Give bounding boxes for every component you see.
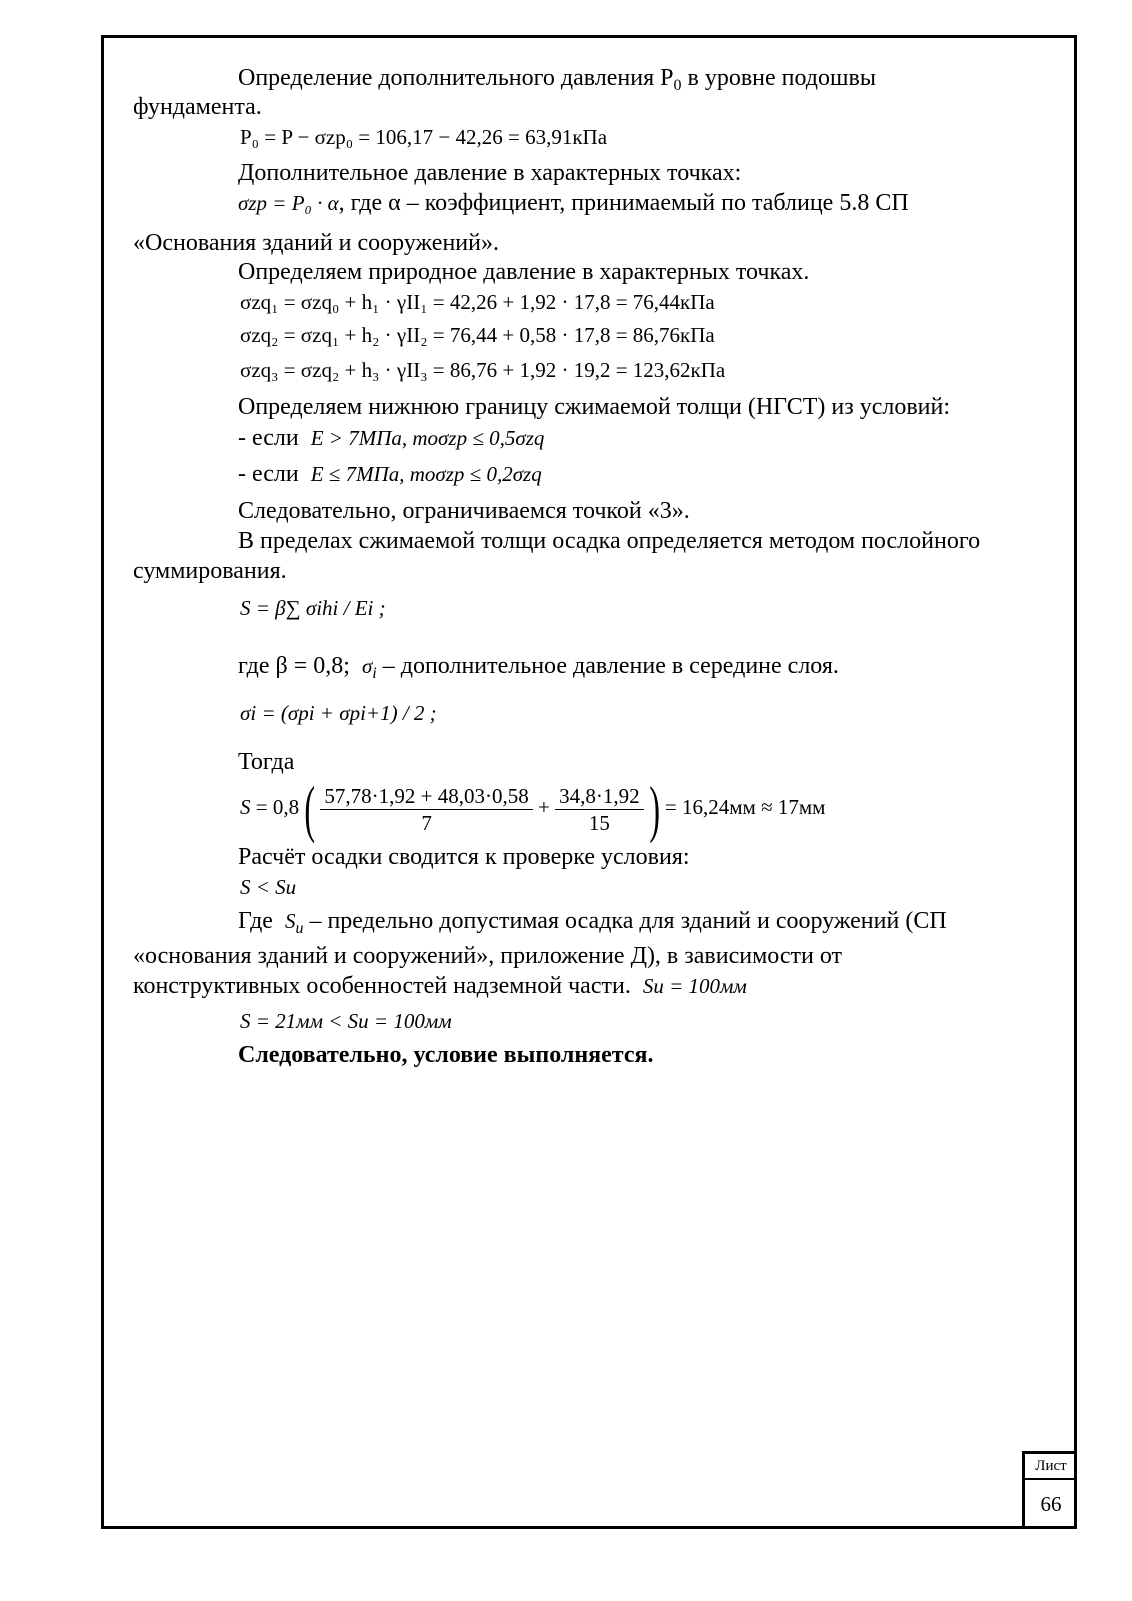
fraction-1-numerator: 57,78·1,92 + 48,03·0,58 [320,783,532,810]
sheet-number: 66 [1040,1492,1062,1516]
symbol-sigma-i: $\sigma_i$ [361,654,377,682]
symbol-su: $S_u$ [284,909,304,937]
sheet-label: Лист [1025,1454,1077,1480]
formula-zq2: σzq₂ = σzq₁ + h₂ · γII₂ = 76,44 + 0,58 · 17,8 = 86,76кПа [240,323,715,347]
paragraph-sigma-zp-cont: «Основания зданий и сооружений». [133,230,499,256]
paragraph-layer-summation-cont: суммирования. [133,558,287,584]
paragraph-su-definition: Где $S_u$ – предельно допустимая осадка для зданий и сооружений (СП [238,908,947,937]
formula-sigma-zp: σzp = P₀ · α [238,191,339,215]
paragraph-beta: где β = 0,8; $\sigma_i$ – дополнительное давление в середине слоя. [238,653,839,682]
fraction-1-denominator: 7 [421,810,432,835]
paragraph-ngst: Определяем нижнюю границу сжимаемой толщи (НГСТ) из условий: [238,394,951,420]
paragraph-sigma-zp: σzp = P₀ · α, где α – коэффициент, принимаемый по таблице 5.8 СП [238,190,909,216]
paragraph-settlement-check: Расчёт осадки сводится к проверке условия: [238,844,690,870]
paragraph-natural-pressure: Определяем природное давление в характерных точках. [238,259,810,285]
condition-2: - если E ≤ 7МПа, тоσzp ≤ 0,2σzq [238,461,542,487]
paragraph-p0-definition: Определение дополнительного давления $P_0$ в уровне подошвы [238,65,876,94]
formula-p0 [240,124,607,150]
formula-zq1: σzq₁ = σzq₀ + h₁ · γII₁ = 42,26 + 1,92 · 17,8 = 76,44кПа [240,290,715,314]
paragraph-additional-pressure: Дополнительное давление в характерных точках: [238,160,742,186]
formula-s-lt-su: S < Su [240,875,297,899]
paragraph-p0-definition-cont: фундамента. [133,94,262,120]
formula-check: S = 21мм < Su = 100мм [240,1009,452,1033]
formula-s-calc: S = 0,8( $\frac{57,78\cdot 1,92 + 48,03\cdot 0,58}{7}$ + $\frac{34,8\cdot 1,92}{15}$ ) = 16,24мм ≈ 17мм [240,773,826,845]
formula-su-value: Su = 100мм [642,974,747,998]
formula-sigma-i: σi = (σpi + σpi+1) / 2 ; [240,701,437,725]
fraction-2-denominator: 15 [588,810,610,835]
formula-s-result: = 16,24мм ≈ 17мм [664,795,826,819]
condition-1: - если E > 7МПа, тоσzp ≤ 0,5σzq [238,425,545,451]
sheet-stamp [1022,1451,1077,1529]
formula-zq3: σzq₃ = σzq₂ + h₃ · γII₃ = 86,76 + 1,92 · 19,2 = 123,62кПа [240,358,726,382]
condition-2-formula: E ≤ 7МПа, тоσzp ≤ 0,2σzq [310,462,542,486]
paragraph-conclusion: Следовательно, условие выполняется. [238,1042,654,1068]
paragraph-point-3: Следовательно, ограничиваемся точкой «3». [238,498,690,524]
formula-p0-text: P₀ = P − σzp₀ = 106,17 − 42,26 = 63,91кПа [240,125,608,149]
paragraph-su-definition-cont: «основания зданий и сооружений», приложение Д), в зависимости от [133,943,843,969]
fraction-2-numerator: 34,8·1,92 [555,783,644,810]
condition-1-formula: E > 7МПа, тоσzp ≤ 0,5σzq [310,426,545,450]
formula-s-sum: S = β∑ σihi / Ei ; [240,596,386,620]
paragraph-su-definition-cont-2: конструктивных особенностей надземной части. Su = 100мм [133,973,747,999]
paragraph-then: Тогда [238,749,295,775]
paragraph-layer-summation: В пределах сжимаемой толщи осадка определяется методом послойного [238,528,981,554]
